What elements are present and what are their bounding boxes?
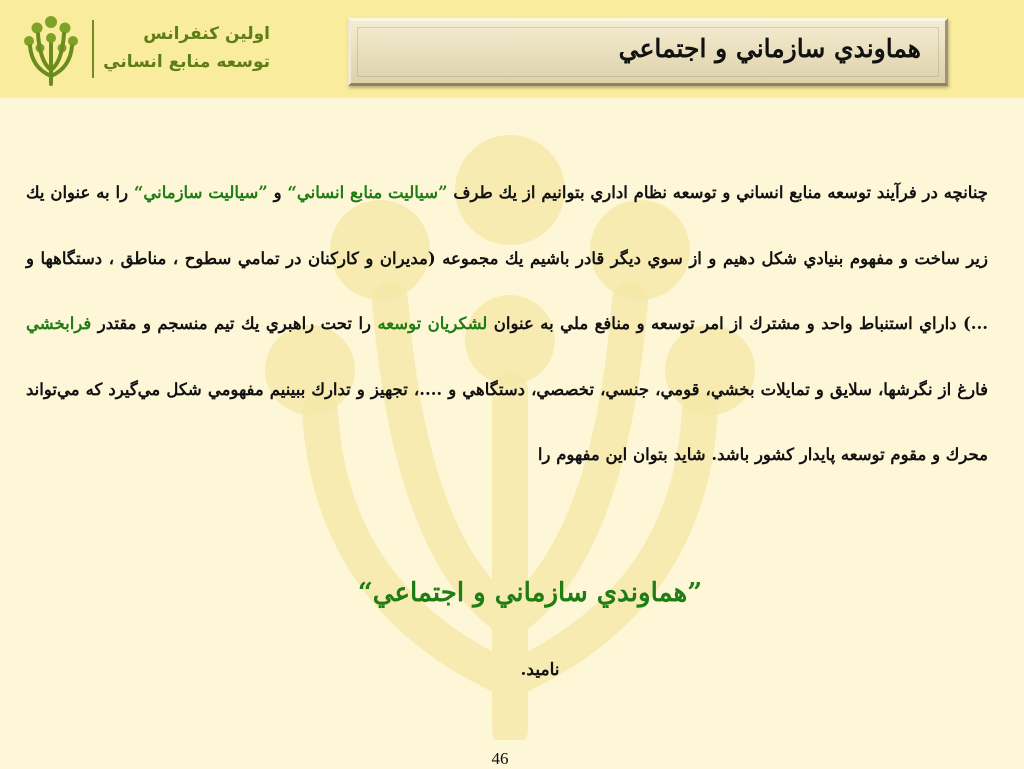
logo-text [98,20,270,76]
slide-title-box [348,18,948,86]
highlight-development-army: لشكريان توسعه [377,314,488,333]
header-bar [0,0,1024,98]
closing-word: ناميد. [520,660,560,680]
logo-divider [92,20,94,78]
body-text-4: را تحت راهبري يك تيم منسجم و مقتدر [91,314,378,333]
logo-line-1: اولين كنفرانس [143,24,270,44]
page-number: 46 [491,749,509,768]
body-text-2: و [267,183,288,202]
body-text-3: را به عنوان يك زير ساخت و مفهوم بنيادي شكل دهيم و از سوي ديگر قادر باشيم يك مجموعه (مديران و كاركنان در تمامي سطوح ، مناطق ، دستگاهها و ...) داراي استنباط واحد و مشترك از امر توسعه و منافع ملي به عنوان [26,183,988,333]
highlight-org-fluidity: ”سياليت سازماني“ [133,183,268,202]
concept-title: ”هماوندي سازماني و اجتماعي“ [357,578,703,608]
tree-logo-icon [22,14,80,86]
logo-line-2: توسعه منابع انساني [103,52,270,72]
body-text-5: فارغ از نگرشها، سلايق و تمايلات بخشي، قومي، جنسي، تخصصي، دستگاهي و ....، تجهيز و تدارك ببينيم مفهومي شكل مي‌گيرد كه مي‌تواند محرك و مقوم توسعه پايدار كشور باشد. شايد بتوان اين مفهوم را [26,379,988,464]
slide-title: هماوندي سازماني و اجتماعي [618,34,921,63]
body-text-1: چنانچه در فرآيند توسعه منابع انساني و توسعه نظام اداري بتوانيم از يك طرف [447,183,989,202]
body-paragraph [26,160,988,488]
highlight-cross-sector: فرابخشي [26,314,92,333]
conference-logo [22,14,272,86]
highlight-hr-fluidity: ”سياليت منابع انساني“ [287,183,448,202]
